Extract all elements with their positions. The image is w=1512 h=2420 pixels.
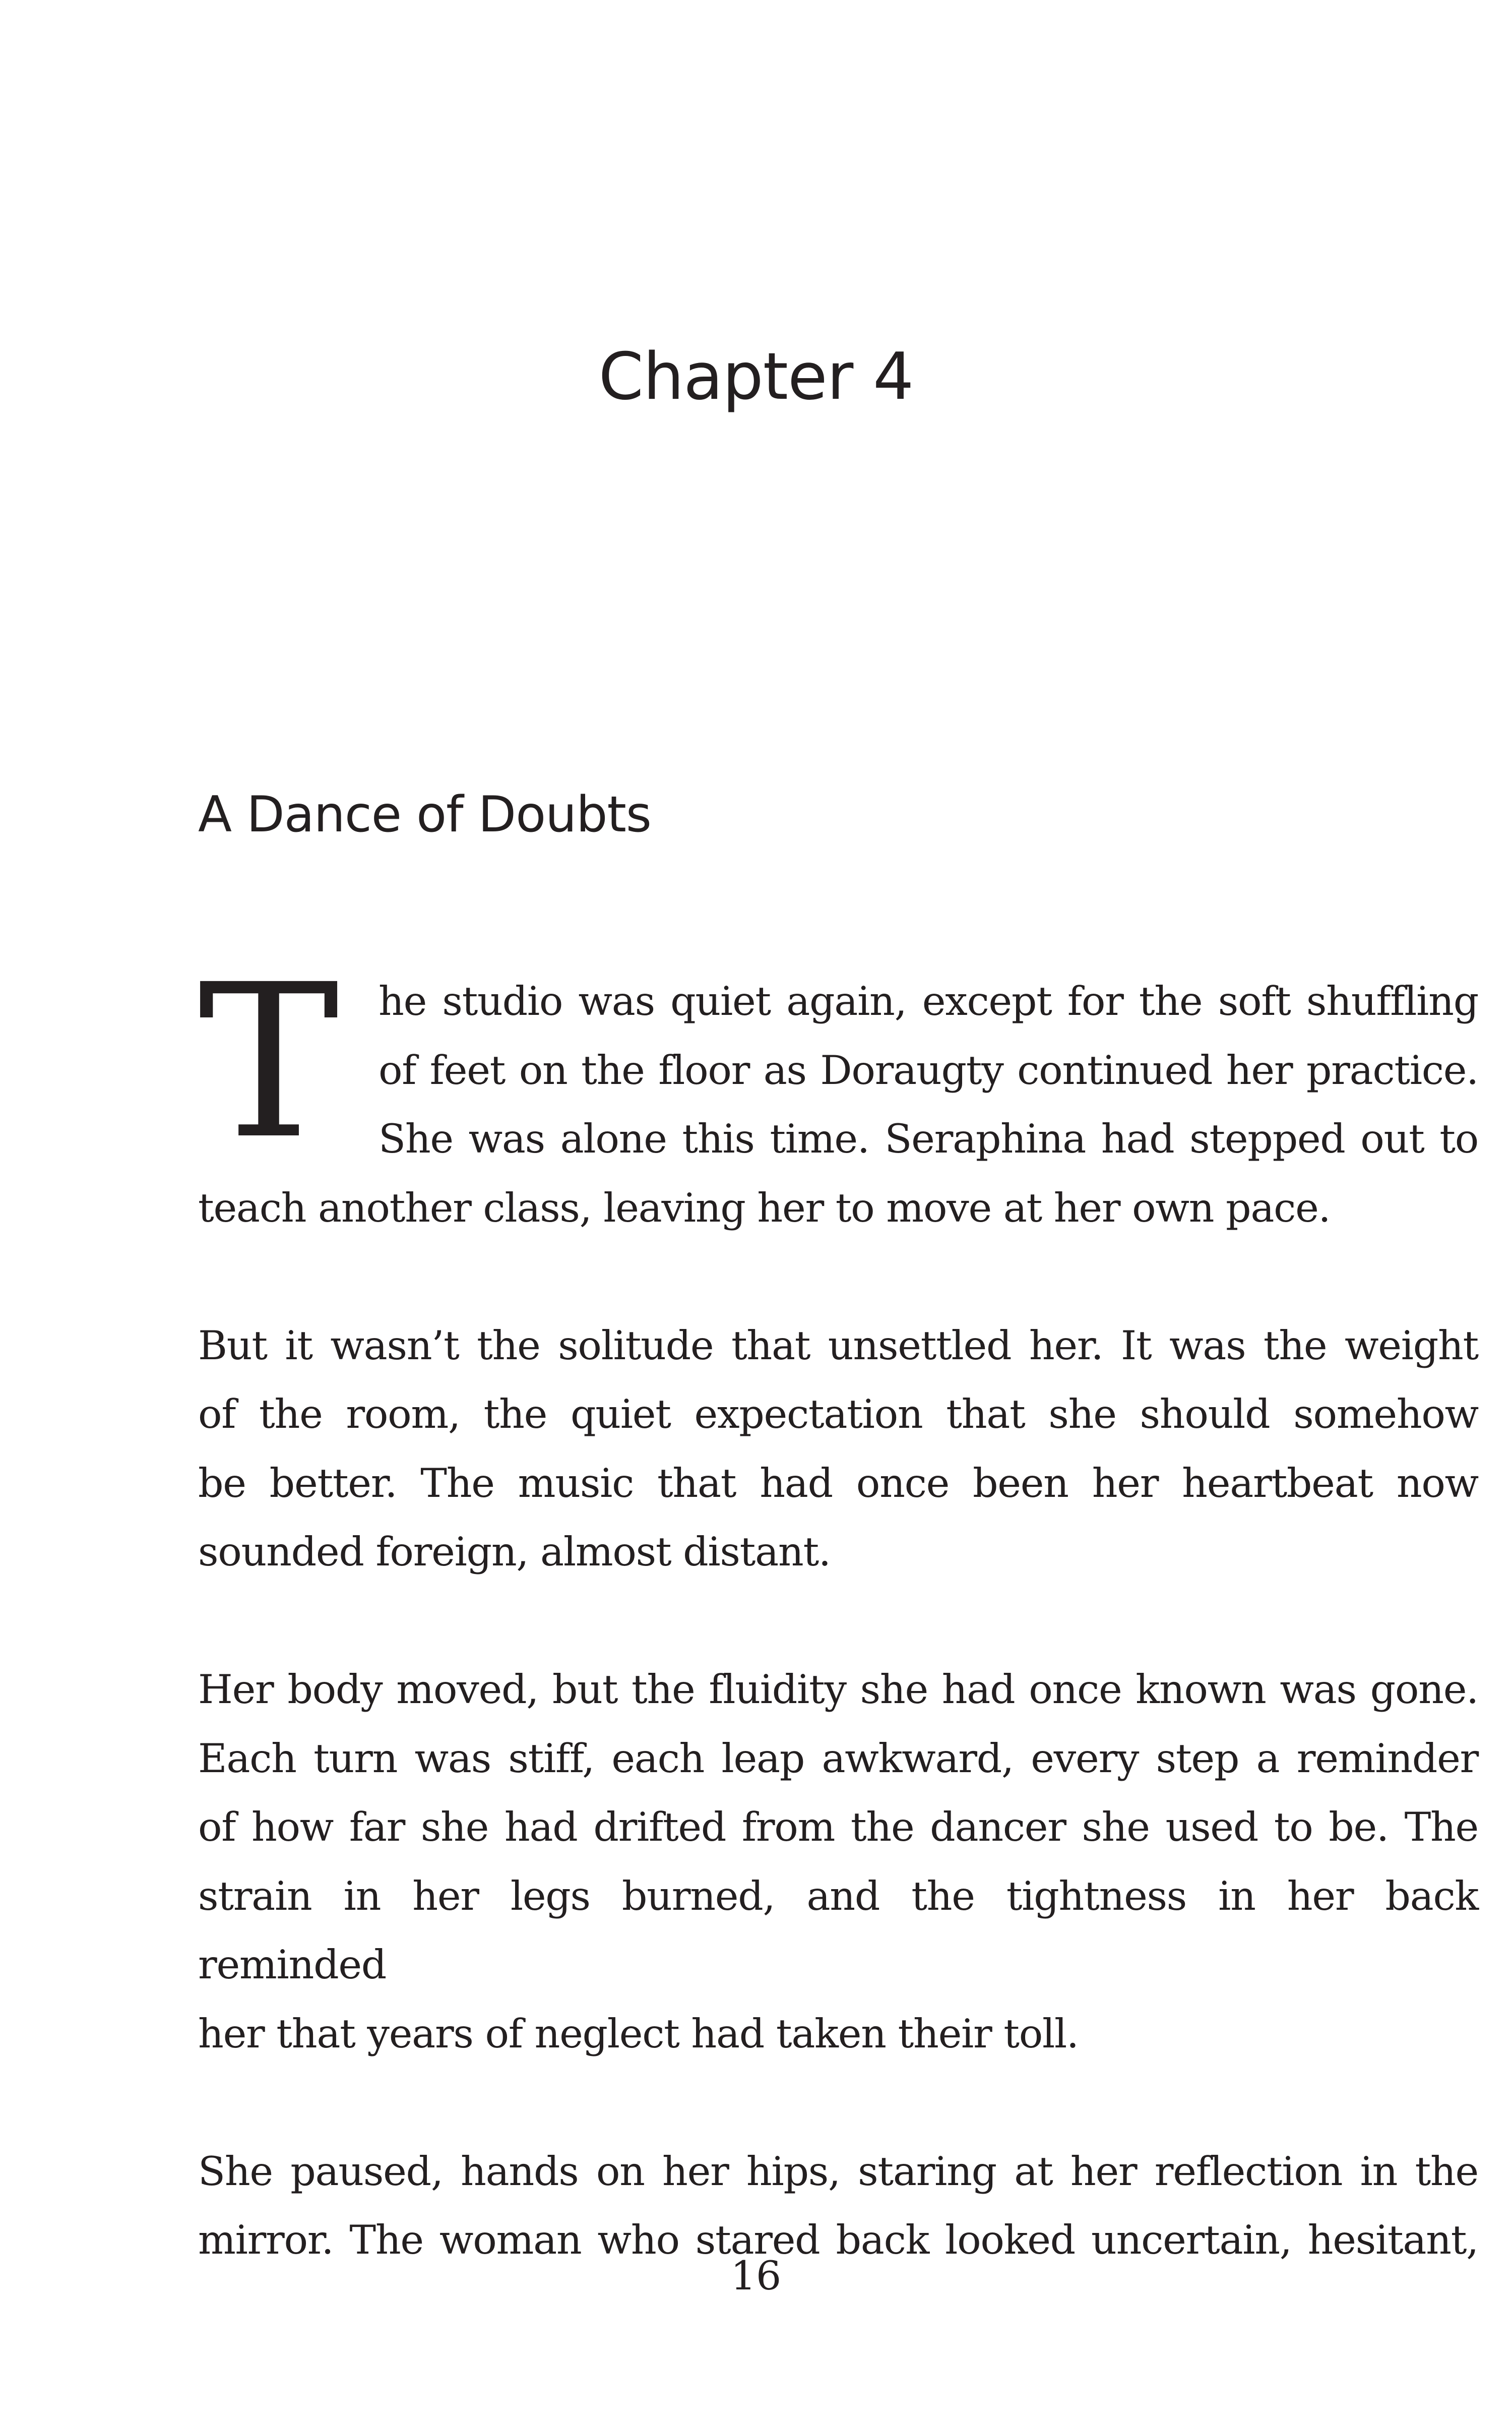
paragraph-line: Each turn was stiff, each leap awkward, every step a reminder <box>198 1735 1478 1782</box>
paragraph-line: strain in her legs burned, and the tightness in her back reminded <box>198 1872 1478 1988</box>
paragraph-line: teach another class, leaving her to move at her own pace. <box>198 1184 1331 1231</box>
paragraph-line: of how far she had drifted from the dancer she used to be. The <box>198 1804 1478 1850</box>
paragraph-2 <box>198 1311 1478 1587</box>
paragraph-line: of feet on the floor as Doraugty continued her practice. <box>379 1047 1478 1094</box>
paragraph-line: Her body moved, but the fluidity she had once known was gone. <box>198 1666 1478 1713</box>
paragraph-line: be better. The music that had once been her heartbeat now <box>198 1460 1478 1506</box>
paragraph-line: he studio was quiet again, except for the soft shuffling <box>379 978 1478 1024</box>
paragraph-line: But it wasn’t the solitude that unsettled her. It was the weight <box>198 1322 1478 1369</box>
page-number: 16 <box>730 2253 782 2299</box>
paragraph-line: mirror. The woman who stared back looked uncertain, hesitant, <box>198 2217 1478 2263</box>
drop-cap: T <box>198 939 340 1186</box>
paragraph-line: her that years of neglect had taken their toll. <box>198 2010 1079 2057</box>
paragraph-1 <box>198 939 1478 1242</box>
body-text <box>198 939 1478 2343</box>
chapter-subtitle: A Dance of Doubts <box>198 786 651 843</box>
chapter-title: Chapter 4 <box>598 339 914 414</box>
paragraph-line: of the room, the quiet expectation that she should somehow <box>198 1391 1478 1437</box>
paragraph-line: sounded foreign, almost distant. <box>198 1529 831 1575</box>
paragraph-3 <box>198 1655 1478 2068</box>
paragraph-line: She paused, hands on her hips, staring at her reflection in the <box>198 2148 1478 2195</box>
paragraph-line: She was alone this time. Seraphina had stepped out to <box>379 1116 1478 1162</box>
